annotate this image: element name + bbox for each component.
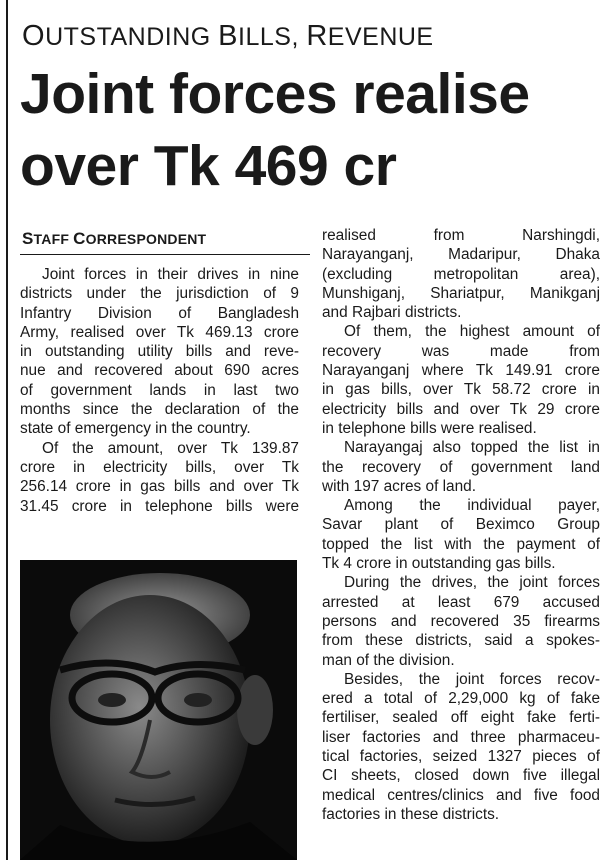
body-line: in gas bills, over Tk 58.72 crore in <box>322 381 600 399</box>
body-line: Army, realised over Tk 469.13 crore <box>20 323 299 341</box>
body-line: electricity bills and over Tk 29 crore <box>322 400 600 418</box>
body-line: realised from Narshingdi, <box>322 227 600 244</box>
body-line: with 197 acres of land. <box>322 477 476 495</box>
body-line: fertiliser, sealed off eight fake ferti- <box>322 709 600 727</box>
body-line: medical centres/clinics and five food <box>322 786 600 804</box>
body-line: nue and recovered about 690 acres <box>20 362 299 380</box>
portrait-photo <box>20 560 297 860</box>
kicker-word: UTSTANDING <box>45 23 211 51</box>
body-line: crore in electricity bills, over Tk <box>20 458 299 476</box>
byline-word: ORRESPONDENT <box>85 231 207 247</box>
headline-line: over Tk 469 cr <box>20 134 397 198</box>
body-line: CI sheets, closed down five illegal <box>322 767 600 785</box>
body-line: of government lands in last two <box>20 381 299 399</box>
body-line: months since the declaration of the <box>20 401 299 419</box>
body-line: factories in these districts. <box>322 805 500 823</box>
kicker-word: EVENUE <box>327 23 434 51</box>
body-line: state of emergency in the country. <box>20 420 251 438</box>
body-line: liser factories and three pharmaceu- <box>322 728 600 746</box>
body-line: recovery was made from <box>322 342 600 360</box>
body-line: Narayangaj also topped the list in <box>344 439 600 457</box>
body-line: 256.14 crore in gas bills and over Tk <box>20 478 299 496</box>
body-line: Among the individual payer, <box>344 497 600 515</box>
byline-rule <box>20 254 310 255</box>
body-line: in outstanding utility bills and reve- <box>20 343 299 361</box>
body-line: from these districts, said a spokes- <box>322 632 600 650</box>
body-line: Infantry Division of Bangladesh <box>20 304 299 322</box>
byline-word: TAFF <box>33 231 70 247</box>
body-line: man of the division. <box>322 651 455 669</box>
body-line: Of them, the highest amount of <box>344 323 600 341</box>
kicker-word: ILLS, <box>238 23 299 51</box>
body-line: Munshiganj, Shariatpur, Manikganj <box>322 284 600 302</box>
body-line: tical factories, seized 1327 pieces of <box>322 748 600 766</box>
body-line: Joint forces in their drives in nine <box>42 266 299 283</box>
body-line: Narayanganj, Madaripur, Dhaka <box>322 246 600 264</box>
body-column-right <box>322 226 600 824</box>
body-column-left <box>20 265 299 516</box>
headline <box>20 58 608 202</box>
body-line: During the drives, the joint forces <box>344 574 600 592</box>
body-line: Besides, the joint forces recov- <box>344 670 600 688</box>
body-line: persons and recovered 35 firearms <box>322 612 600 630</box>
body-line: ered a total of 2,29,000 kg of fake <box>322 690 600 708</box>
body-line: Of the amount, over Tk 139.87 <box>42 439 299 457</box>
body-line: arrested at least 679 accused <box>322 593 600 611</box>
body-line: districts under the jurisdiction of 9 <box>20 285 299 303</box>
kicker-initial: B <box>218 20 239 52</box>
body-line: in telephone bills were realised. <box>322 419 537 437</box>
section-kicker <box>22 20 602 53</box>
body-line: (excluding metropolitan area), <box>322 265 600 283</box>
byline-initial: C <box>73 229 86 248</box>
kicker-initial: O <box>22 20 46 52</box>
kicker-initial: R <box>306 20 328 52</box>
portrait-photo-graphic <box>20 560 297 860</box>
byline <box>22 229 292 249</box>
byline-initial: S <box>22 229 34 248</box>
body-line: Tk 4 crore in outstanding gas bills. <box>322 555 556 573</box>
body-line: Narayanganj where Tk 149.91 crore <box>322 362 600 380</box>
body-line: 31.45 crore in telephone bills were <box>20 497 299 515</box>
headline-line: Joint forces realise <box>20 62 530 126</box>
body-line: topped the list with the payment of <box>322 535 600 553</box>
column-rule <box>6 0 8 860</box>
body-line: the recovery of government land <box>322 458 600 476</box>
body-line: Savar plant of Beximco Group <box>322 516 600 534</box>
body-line: and Rajbari districts. <box>322 304 462 322</box>
